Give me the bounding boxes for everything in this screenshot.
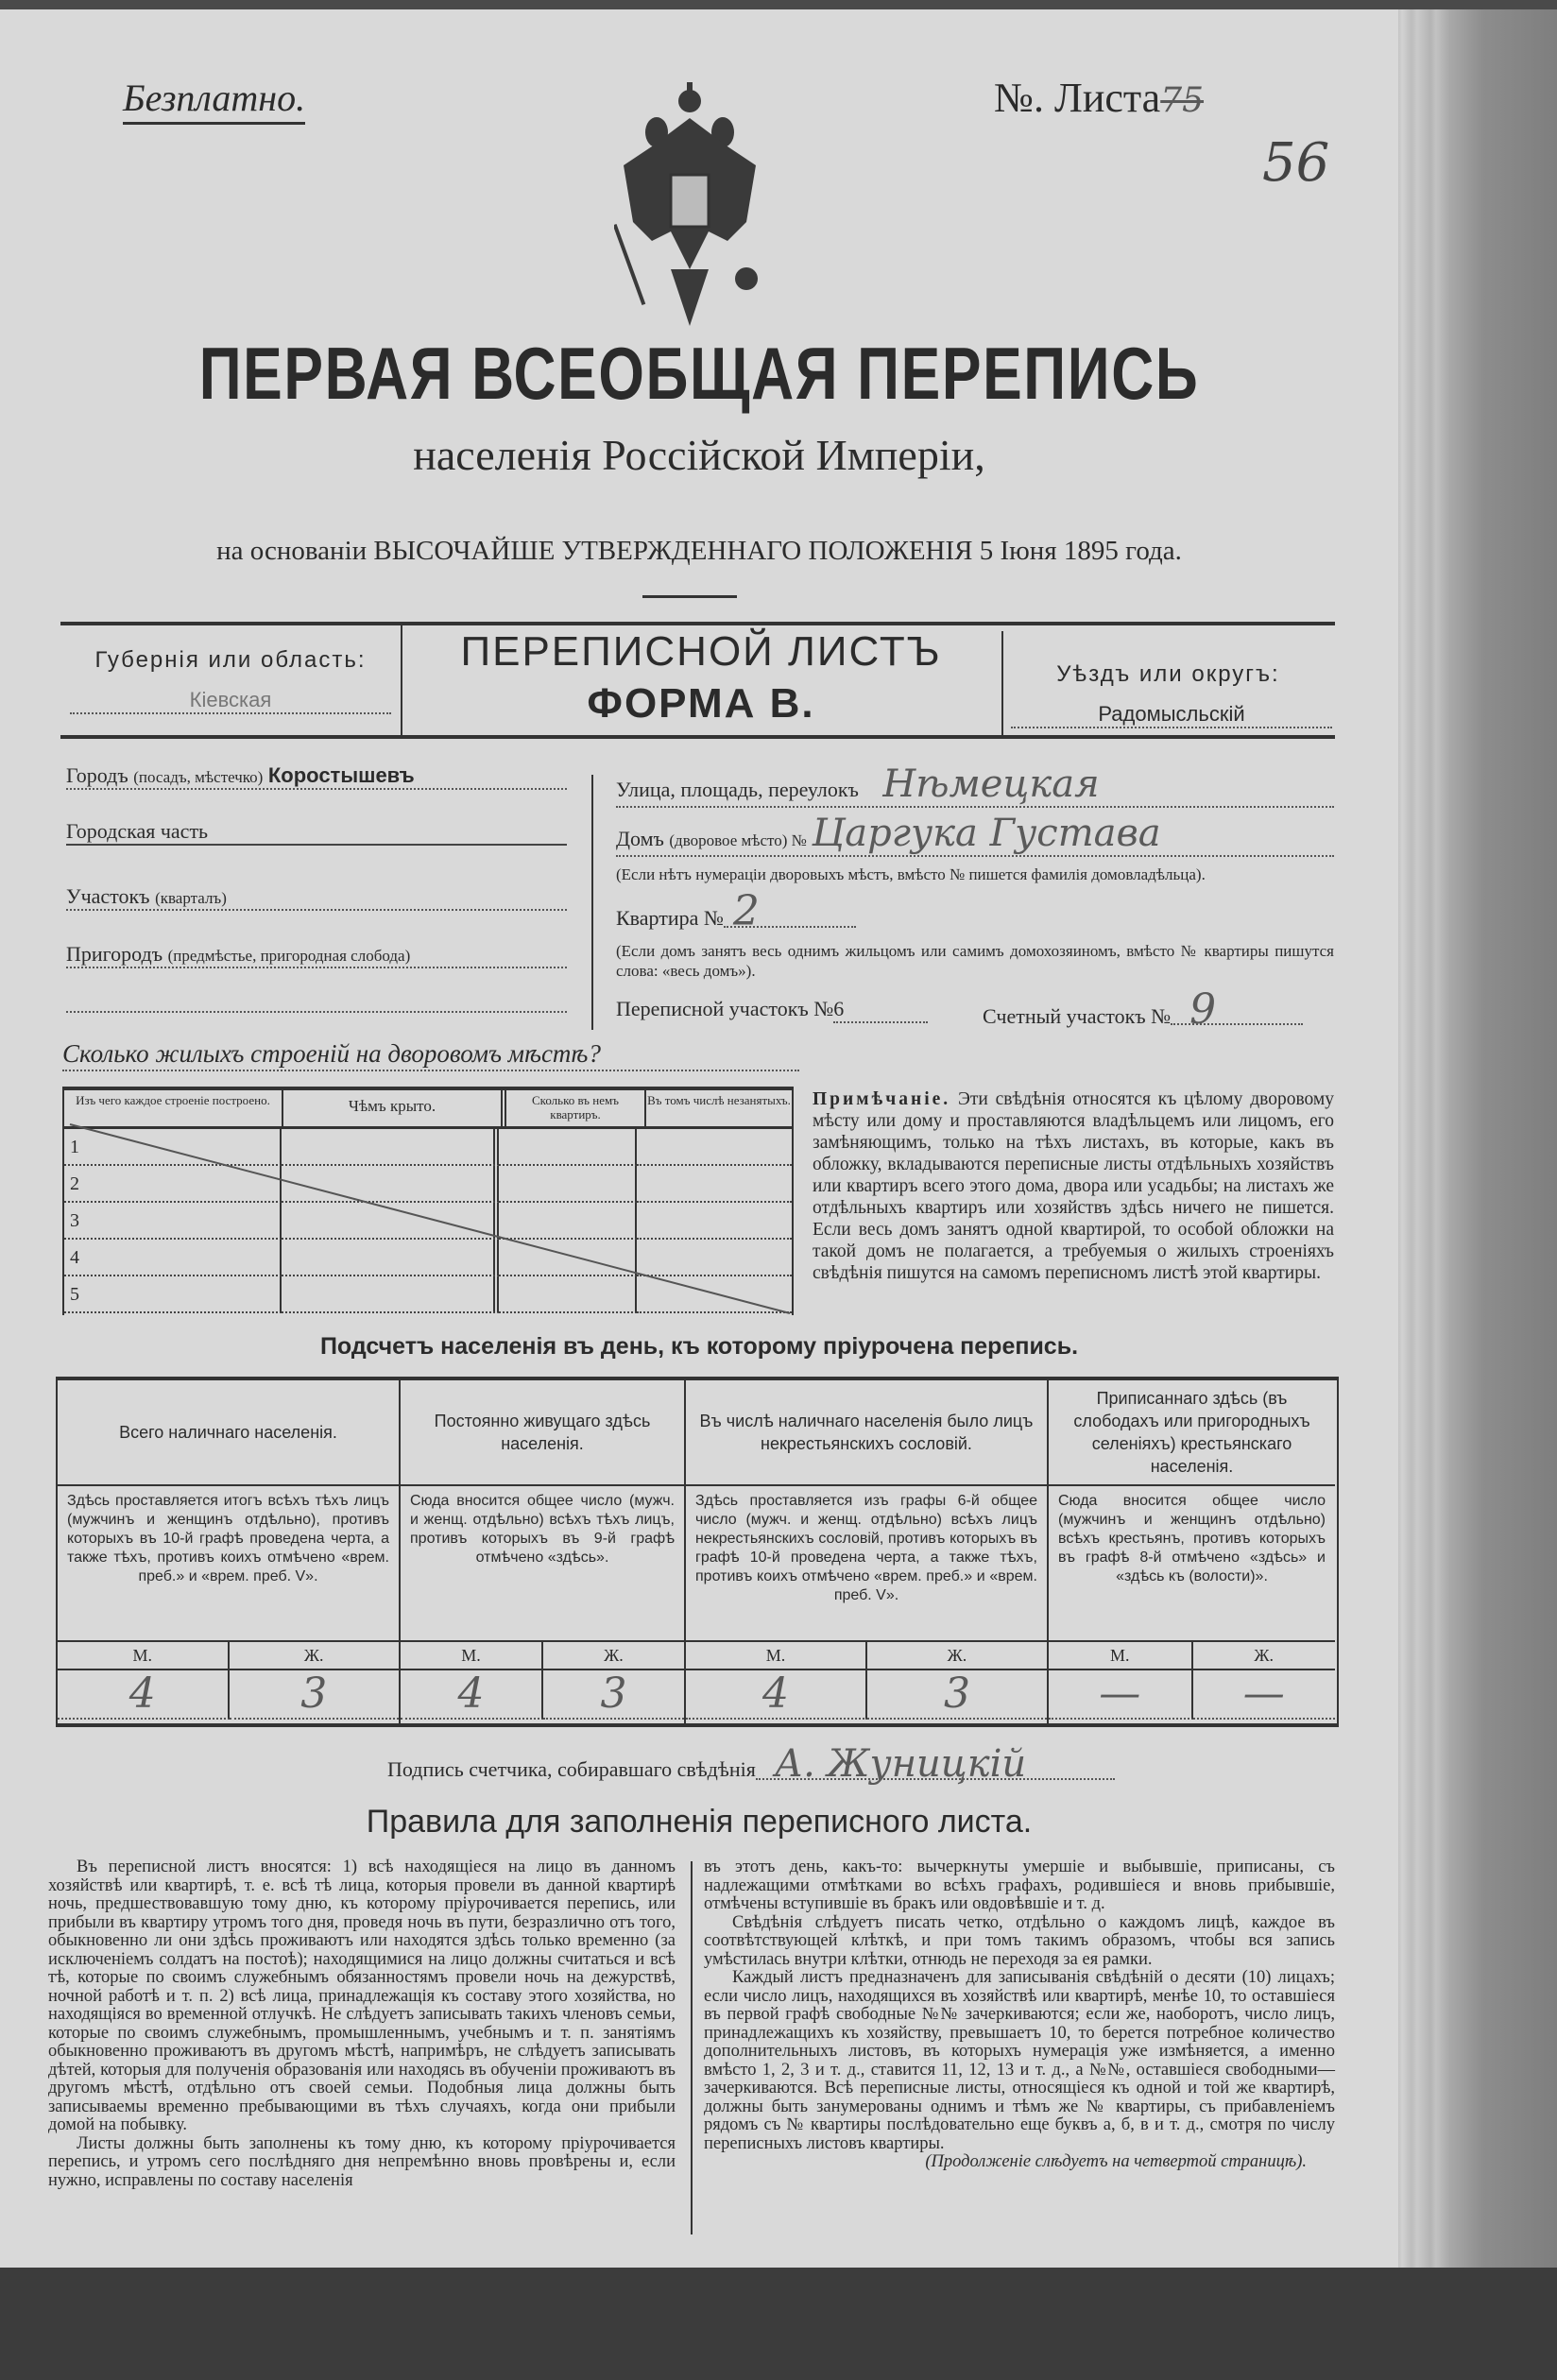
house-field[interactable] (616, 812, 1334, 857)
divider (642, 595, 737, 598)
male-count[interactable]: 4 (686, 1670, 867, 1720)
population-column (686, 1380, 1049, 1723)
rules-left-column (48, 1858, 676, 2190)
city-field[interactable] (66, 763, 567, 790)
column-header: Изъ чего каждое строеніе построено. (64, 1090, 283, 1126)
male-count[interactable]: 4 (58, 1670, 230, 1720)
suburb-note: (предмѣстье, пригородная слобода) (167, 947, 411, 965)
form-title: ПЕРЕПИСНОЙ ЛИСТЪ (460, 628, 942, 675)
rule (60, 735, 1335, 739)
apartment-hint: (Если домъ занятъ весь однимъ жильцомъ или самимъ домохозяиномъ, вмѣсто № квартиры пишутся слова: «весь домъ»). (616, 942, 1334, 980)
apartment-value: 2 (724, 898, 856, 928)
double-headed-eagle-emblem (614, 80, 765, 335)
census-district-value: 6 (833, 997, 928, 1023)
rules-paragraph: Свѣдѣнія слѣдуетъ писать четко, отдѣльно о каждомъ лицѣ, каждое въ соотвѣтствующей клѣткѣ, и при томъ такимъ образомъ, чтобы вся запись умѣстилась внутри клѣтки, отнюдь не переходя за ея рамки. (704, 1912, 1335, 1969)
female-count[interactable]: 3 (230, 1670, 400, 1720)
note-title: Примѣчаніе. (813, 1089, 951, 1109)
female-label: Ж. (947, 1646, 967, 1665)
free-label: Безплатно. (123, 76, 305, 125)
note-text: Эти свѣдѣнія относятся къ цѣлому дворовому мѣсту или дому и проставляются владѣльцемъ или лицомъ, его замѣняющимъ, только на тѣхъ листахъ, въ которые, какъ въ обложку, вкладываются переписные листы отдѣльныхъ хозяйствъ или квартиръ всего этого дома, двора или усадьбы; на листахъ же отдѣльныхъ квартиръ или хозяйствъ здѣсь ничего не пишется. Если весь домъ занятъ одной квартирой, то особой обложки на такой домъ не полагается, а требуемыя о жилыхъ строеніяхъ свѣдѣнія пишутся на самомъ переписномъ листѣ этой квартиры. (813, 1089, 1335, 1283)
district-field[interactable] (66, 884, 567, 911)
gubernia-value: Кіевская (70, 688, 391, 714)
male-label: М. (401, 1642, 543, 1669)
population-column-description: Сюда вносится общее число (мужч. и женщ. отдѣльно) всѣхъ тѣхъ лицъ, противъ которыхъ въ 9-й графѣ отмѣчено «здѣсь». (401, 1486, 684, 1642)
column-divider (691, 1861, 693, 2234)
male-label: М. (1049, 1642, 1193, 1669)
signature-value: А. Жуницкій (756, 1750, 1115, 1780)
rules-paragraph: въ этотъ день, какъ-то: вычеркнуты умершіе и выбывшіе, приписаны, съ надлежащими отмѣтками во всѣхъ графахъ, родившіеся и вновь прибывшіе, отмѣчены вступившіе въ бракъ или овдовѣвшіе и т. д. (704, 1858, 1335, 1913)
population-column-heading: Приписаннаго здѣсь (въ слободахъ или пригородныхъ селеніяхъ) крестьянскаго населенія. (1049, 1380, 1335, 1486)
rules-paragraph: Въ переписной листъ вносятся: 1) всѣ находящіеся на лицо въ данномъ хозяйствѣ или квартирѣ, т. е. всѣ тѣ лица, которыя провели въ данной квартирѣ ночь, предшествовавшую тому дню, къ которому пріурочивается перепись, или прибыли въ квартиру утромъ того дня, проведя ночь въ пути, безразлично отъ того, обыкновенно ли они здѣсь проживаютъ или находятся здѣсь только временно (за исключеніемъ солдатъ на постоѣ); находящимися на лицо должны считаться и всѣ тѣ, которые по своимъ служебнымъ обязанностямъ провели ночь на дежурствѣ, ночной работѣ и т. п. 2) всѣ лица, принадлежащія къ составу этого хозяйства, но находящіяся во временной отлучкѣ. Не слѣдуетъ записывать такихъ членовъ семьи, которые по своимъ служебнымъ, промышленнымъ, учебнымъ и т. п. занятіямъ обыкновенно проживаютъ въ другомъ мѣстѣ, напримѣръ, не слѣдуетъ записывать дѣтей, которыя для полученія образованія или находясь въ обученіи проживаютъ въ другомъ мѣстѣ, отдѣльно отъ своей семьи. Подобныя лица должны быть записываемы временно пребывающими въ тѣхъ случаяхъ, когда они прибыли домой на побывку. (48, 1858, 676, 2134)
house-note: (дворовое мѣсто) № (669, 831, 807, 849)
buildings-cell[interactable]: 2 (64, 1166, 282, 1203)
male-count[interactable]: 4 (401, 1670, 543, 1720)
female-count[interactable]: 3 (543, 1670, 684, 1720)
strike-through-line (64, 1090, 792, 1315)
sheet-number-label: №. Листа (994, 75, 1161, 121)
gubernia-label: Губернія или область: (94, 647, 367, 673)
house-label: Домъ (616, 827, 664, 850)
sheet-number (994, 74, 1204, 122)
house-value: Царгука Густава (812, 812, 1161, 855)
population-column-description: Здѣсь проставляется итогъ всѣхъ тѣхъ лицъ (мужчинъ и женщинъ отдѣльно), противъ которыхъ въ 10-й графѣ проведена черта, а также тѣхъ, противъ коихъ отмѣчено «врем. преб.» и «врем. преб. V». (58, 1486, 399, 1642)
signature-label: Подпись счетчика, собиравшаго свѣдѣнія (387, 1757, 756, 1781)
suburb-field[interactable] (66, 942, 567, 968)
male-label: М. (58, 1642, 230, 1669)
population-column-description: Здѣсь проставляется изъ графы 6-й общее число (мужч. и женщ. отдѣльно) всѣхъ лицъ некрестьянскихъ сословій, противъ которыхъ въ графѣ 10-й проведена черта, а также тѣхъ, противъ коихъ отмѣчено «врем. преб.» и «врем. преб. V». (686, 1486, 1047, 1642)
rules-title: Правила для заполненія переписного листа. (366, 1804, 1033, 1840)
count-district-field[interactable] (983, 985, 1303, 1034)
buildings-cell[interactable]: 3 (64, 1203, 282, 1240)
rules-right-column (704, 1858, 1335, 2172)
buildings-cell[interactable]: 4 (64, 1240, 282, 1276)
buildings-cell[interactable]: 1 (64, 1129, 282, 1166)
city-value: Коростышевъ (267, 763, 415, 787)
city-part-label: Городская часть (66, 819, 209, 843)
rule (591, 775, 593, 1030)
female-count[interactable]: 3 (867, 1670, 1047, 1720)
city-note: (посадъ, мѣстечко) (133, 768, 264, 786)
buildings-note (813, 1088, 1334, 1284)
page-subtitle: населенія Россійской Имперіи, (413, 431, 985, 479)
legal-basis: на основаніи ВЫСОЧАЙШЕ УТВЕРЖДЕННАГО ПОЛОЖЕНІЯ 5 Іюня 1895 года. (216, 536, 1182, 566)
female-label: Ж. (1254, 1646, 1275, 1665)
buildings-question[interactable]: Сколько жилыхъ строеній на дворовомъ мѣстѣ? (62, 1037, 799, 1071)
scan-bottom-edge (0, 2268, 1557, 2380)
sheet-number-value: 75 (1160, 81, 1205, 120)
population-column-heading: Всего наличнаго населенія. (58, 1380, 399, 1486)
rules-paragraph: Листы должны быть заполнены къ тому дню, къ которому пріурочивается перепись, и утромъ сего послѣдняго дня непремѣнно вновь провѣрены и, если нужно, исправлены по составу населенія (48, 2133, 676, 2190)
male-label: М. (686, 1642, 867, 1669)
street-value: Нѣмецкая (882, 762, 1100, 806)
signature-field[interactable] (387, 1742, 1115, 1786)
column-header: Въ томъ числѣ незанятыхъ. (647, 1093, 791, 1107)
female-label: Ж. (604, 1646, 624, 1665)
district-label: Участокъ (66, 884, 150, 908)
form-name: ФОРМА В. (587, 680, 815, 727)
uezd-value: Радомысльскій (1011, 702, 1332, 728)
apartment-field[interactable] (616, 887, 856, 935)
rules-paragraph: Каждый листъ предназначенъ для записыванія свѣдѣній о десяти (10) лицахъ; если число лицъ, находящихся въ хозяйствѣ или квартирѣ, менѣе 10, то оставшіеся въ первой графѣ свободные №№ зачеркиваются; если же, наоборотъ, число лицъ, принадлежащихъ къ хозяйству, превышаетъ 10, то берется потребное количество дополнительныхъ листовъ, въ которыхъ нумерація уже измѣняется, а именно вмѣсто 1, 2, 3 и т. д., ставится 11, 12, 13 и т. д., а №№, оставшіеся свободными—зачеркиваются. Всѣ переписные листы, относящіеся къ одной и той же квартирѣ, должны быть занумерованы однимъ и тѣмъ же № квартиры, съ прибавленіемъ рядомъ съ № квартиры послѣдовательно еще буквъ а, б, в и т. д., смотря по числу переписныхъ листовъ квартиры. (704, 1968, 1335, 2153)
male-count[interactable]: — (1049, 1670, 1193, 1720)
census-district-field[interactable] (616, 997, 928, 1023)
population-column (1049, 1380, 1335, 1723)
city-label: Городъ (66, 763, 128, 787)
district-note: (кварталъ) (155, 889, 227, 907)
column-header: Чѣмъ крыто. (283, 1090, 506, 1126)
rule (60, 622, 1335, 625)
suburb-label: Пригородъ (66, 942, 163, 966)
house-hint: (Если нѣтъ нумераціи дворовыхъ мѣстъ, вмѣсто № пишется фамилія домовладѣльца). (616, 865, 1206, 883)
buildings-cell[interactable]: 5 (64, 1276, 282, 1313)
female-count[interactable]: — (1193, 1670, 1336, 1720)
page-title: ПЕРВАЯ ВСЕОБЩАЯ ПЕРЕПИСЬ (198, 332, 1200, 415)
census-district-label: Переписной участокъ № (616, 997, 834, 1020)
archive-number: 56 (1262, 132, 1330, 194)
apartment-label: Квартира № (616, 906, 724, 930)
continued-note: (Продолженіе слѣдуетъ на четвертой страницѣ). (925, 2152, 1307, 2171)
population-title: Подсчетъ населенія въ день, къ которому пріурочена перепись. (319, 1333, 1079, 1360)
street-field[interactable] (616, 762, 1334, 808)
city-part-field[interactable] (66, 819, 567, 846)
column-header: Сколько въ немъ квартиръ. (506, 1090, 646, 1126)
population-column (401, 1380, 686, 1723)
population-column-heading: Въ числѣ наличнаго населенія было лицъ некрестьянскихъ сословій. (686, 1380, 1047, 1486)
page-stack-edges (1389, 9, 1557, 2277)
population-column (58, 1380, 401, 1723)
population-column-description: Сюда вносится общее число (мужчинъ и женщинъ отдѣльно) всѣхъ крестьянъ, противъ которыхъ въ графѣ 8-й отмѣчено «здѣсь» и «здѣсь къ (волости)». (1049, 1486, 1335, 1642)
uezd-label: Уѣздъ или округъ: (1056, 661, 1280, 687)
count-district-label: Счетный участокъ № (983, 1004, 1172, 1028)
female-label: Ж. (303, 1646, 324, 1665)
population-column-heading: Постоянно живущаго здѣсь населенія. (401, 1380, 684, 1486)
count-district-value: 9 (1171, 997, 1303, 1025)
street-label: Улица, площадь, переулокъ (616, 778, 859, 801)
buildings-table (62, 1087, 794, 1315)
population-table (56, 1377, 1339, 1727)
blank-line[interactable] (66, 1002, 567, 1013)
